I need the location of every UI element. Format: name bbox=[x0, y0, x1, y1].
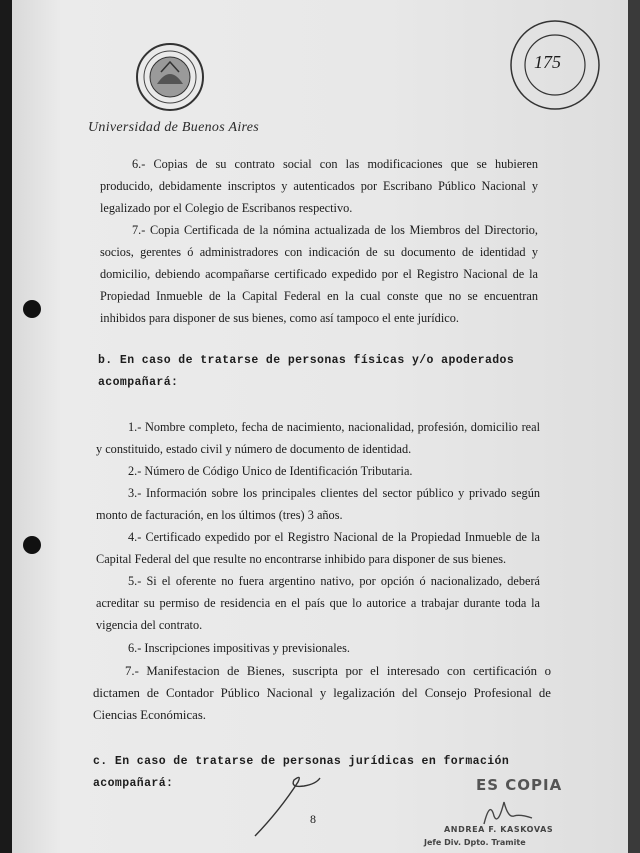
folio-number: 175 bbox=[534, 52, 561, 72]
list-item: 6.- Inscripciones impositivas y previsionales. bbox=[128, 641, 350, 655]
scan-edge-left bbox=[0, 0, 12, 853]
list-item: 3.- Información sobre los principales clientes del sector público y privado según monto de facturación, en los últimos (tres) 3 años. bbox=[96, 486, 540, 522]
university-name: Universidad de Buenos Aires bbox=[88, 120, 260, 135]
list-item: 1.- Nombre completo, fecha de nacimiento, nacionalidad, profesión, domicilio real y constituido, estado civil y número de documento de identidad. bbox=[96, 420, 540, 456]
stamp-signature-icon bbox=[480, 796, 540, 828]
list-item: 4.- Certificado expedido por el Registro Nacional de la Propiedad Inmueble de la Capital Federal del que resulte no encontrarse inhibido para disponer de sus bienes. bbox=[96, 530, 540, 566]
copy-stamp: ES COPIA bbox=[476, 776, 563, 794]
section-heading-b: b. En caso de tratarse de personas físicas y/o apoderados acompañará: bbox=[98, 354, 515, 389]
list-item: 2.- Número de Código Unico de Identificación Tributaria. bbox=[128, 464, 413, 478]
signature-icon bbox=[250, 770, 330, 840]
signer-name: ANDREA F. KASKOVAS bbox=[444, 825, 554, 834]
section-heading-c: c. En caso de tratarse de personas jurídicas en formación acompañará: bbox=[93, 755, 510, 790]
page-number: 8 bbox=[310, 812, 316, 826]
list-item: 5.- Si el oferente no fuera argentino nativo, por opción ó nacionalizado, deberá acreditar su permiso de residencia en el país que lo autorice a trabajar durante toda la vigencia del contrato. bbox=[96, 574, 540, 632]
punch-hole bbox=[23, 536, 41, 554]
university-seal-icon bbox=[135, 42, 205, 112]
signer-title: Jefe Div. Dpto. Tramite bbox=[424, 838, 526, 847]
list-item: 7.- Manifestacion de Bienes, suscripta por el interesado con certificación o dictamen de Contador Público Nacional y legalización del Consejo Profesional de Ciencias Económicas. bbox=[93, 664, 551, 722]
list-item: 7.- Copia Certificada de la nómina actualizada de los Miembros del Directorio, socios, gerentes ó administradores con indicación de su documento de identidad y domicilio, debiendo acompañarse certificado expedido por el Registro Nacional de la Propiedad Inmueble de la Capital Federal en la cual conste que no se encuentran inhibidos para disponer de sus bienes, como así tampoco el ente jurídico. bbox=[100, 223, 538, 325]
punch-hole bbox=[23, 300, 41, 318]
scan-edge-right bbox=[628, 0, 640, 853]
list-item: 6.- Copias de su contrato social con las modificaciones que se hubieren producido, debidamente inscriptos y autenticados por Escribano Público Nacional y legalizado por el Colegio de Escribanos respectivo. bbox=[100, 157, 538, 215]
